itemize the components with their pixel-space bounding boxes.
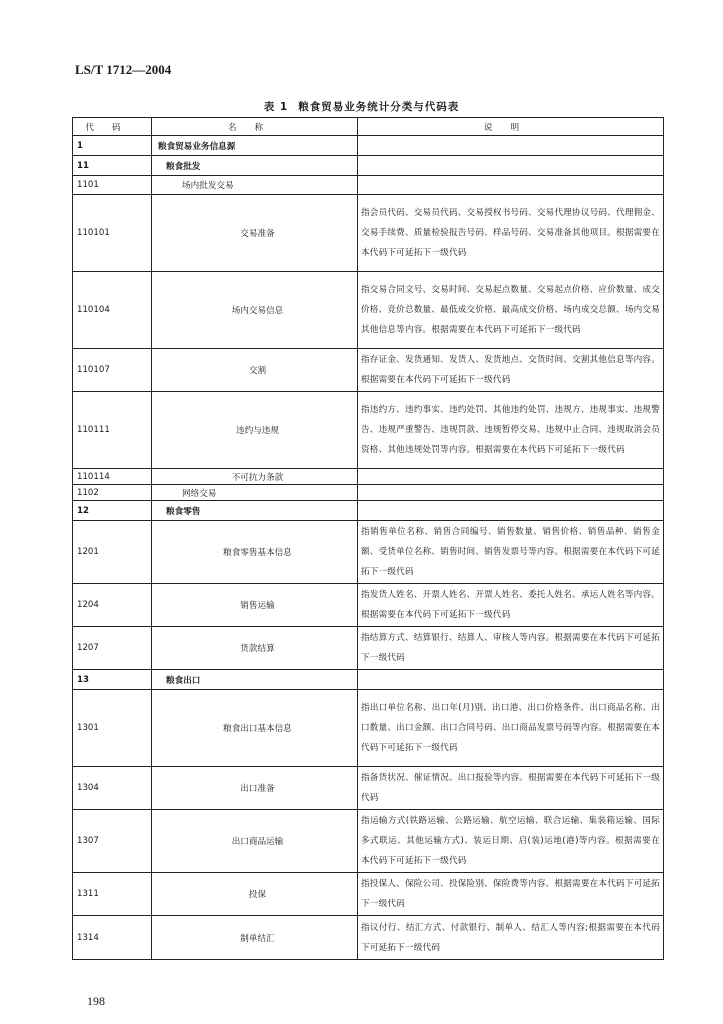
row-name-cell: 粮食批发 [152,156,358,176]
row-desc-cell [358,176,664,195]
row-desc-cell: 指备货状况、催证情况、出口报验等内容。根据需要在本代码下可延拓下一级代码 [358,767,664,810]
row-name-cell: 粮食出口 [152,670,358,690]
row-code-cell: 1204 [73,584,152,627]
row-code-cell: 13 [73,670,152,690]
row-code-cell: 1201 [73,521,152,584]
table-row [73,392,664,469]
table-row [73,627,664,670]
row-name-cell: 出口准备 [152,767,358,810]
table-row [73,873,664,916]
row-desc-cell [358,485,664,501]
row-desc-cell: 指议付行、结汇方式、付款银行、制单人、结汇人等内容;根据需要在本代码下可延拓下一级代码 [358,916,664,960]
row-name-cell: 不可抗力条款 [152,469,358,485]
table-row [73,136,664,156]
table-row [73,501,664,521]
row-code-cell: 1101 [73,176,152,195]
row-name-cell: 交割 [152,349,358,392]
standard-code: LS/T 1712—2004 [75,62,172,77]
table-row [73,272,664,349]
table-row [73,349,664,392]
table-row [73,916,664,960]
row-name-cell: 网络交易 [152,485,358,501]
row-code-cell: 1301 [73,690,152,767]
row-code-cell: 11 [73,156,152,176]
row-code-cell: 12 [73,501,152,521]
table-title [0,99,723,114]
row-code-cell: 1311 [73,873,152,916]
column-header-name: 名称 [152,118,358,136]
row-desc-cell [358,136,664,156]
row-name-cell: 违约与违规 [152,392,358,469]
column-header-desc: 说明 [358,118,664,136]
row-code-cell: 1314 [73,916,152,960]
table-header-row [73,118,664,136]
table-row [73,176,664,195]
row-code-cell: 110107 [73,349,152,392]
row-desc-cell [358,501,664,521]
row-desc-cell: 指销售单位名称、销售合同编号、销售数量、销售价格、销售品种、销售金额、受货单位名称、销售时间、销售发票号等内容。根据需要在本代码下可延拓下一级代码 [358,521,664,584]
row-name-cell: 粮食出口基本信息 [152,690,358,767]
table-title-text: 粮食贸易业务统计分类与代码表 [298,101,460,113]
table-row [73,521,664,584]
row-name-cell: 货款结算 [152,627,358,670]
row-desc-cell: 指运输方式(铁路运输、公路运输、航空运输、联合运输、集装箱运输、国际多式联运、其他运输方式)、装运日期、启(装)运地(港)等内容。根据需要在本代码下可延拓下一级代码 [358,810,664,873]
table-row [73,156,664,176]
row-code-cell: 110101 [73,195,152,272]
row-name-cell: 场内交易信息 [152,272,358,349]
row-code-cell: 110114 [73,469,152,485]
row-desc-cell: 指存证金、发货通知、发货人、发货地点、交货时间、交割其他信息等内容。根据需要在本代码下可延拓下一级代码 [358,349,664,392]
column-header-code: 代码 [73,118,152,136]
row-desc-cell: 指会员代码、交易员代码、交易授权书号码、交易代理协议号码、代理佣金、交易手续费、质量检验报告号码、样品号码、交易准备其他项目。根据需要在本代码下可延拓下一级代码 [358,195,664,272]
row-desc-cell: 指交易合同文号、交易时间、交易起点数量、交易起点价格、应价数量、成交价格、竞价总数量、最低成交价格、最高成交价格、场内成交总额、场内交易其他信息等内容。根据需要在本代码下可延拓下一级代码 [358,272,664,349]
row-desc-cell: 指投保人、保险公司、投保险别、保险费等内容。根据需要在本代码下可延拓下一级代码 [358,873,664,916]
row-desc-cell: 指出口单位名称、出口年(月)别、出口港、出口价格条件、出口商品名称、出口数量、出口金额、出口合同号码、出口商品发票号码等内容。根据需要在本代码下可延拓下一级代码 [358,690,664,767]
row-code-cell: 1102 [73,485,152,501]
row-code-cell: 1307 [73,810,152,873]
page-number: 198 [87,994,105,1008]
row-name-cell: 销售运输 [152,584,358,627]
table-body [73,136,664,960]
row-name-cell: 粮食贸易业务信息源 [152,136,358,156]
row-desc-cell [358,670,664,690]
row-name-cell: 粮食零售 [152,501,358,521]
table-row [73,690,664,767]
table-row [73,767,664,810]
row-code-cell: 110104 [73,272,152,349]
row-desc-cell [358,156,664,176]
table-row [73,195,664,272]
row-desc-cell: 指违约方、违约事实、违约处罚、其他违约处罚、违规方、违规事实、违规警告、违规严重警告、违规罚款、违规暂停交易、违规中止合同、违规取消会员资格、其他违规处罚等内容。根据需要在本代码下可延拓下一级代码 [358,392,664,469]
row-name-cell: 交易准备 [152,195,358,272]
table-row [73,670,664,690]
table-row [73,584,664,627]
table-row [73,485,664,501]
row-name-cell: 投保 [152,873,358,916]
table-row [73,469,664,485]
row-name-cell: 粮食零售基本信息 [152,521,358,584]
table-number: 表 1 [263,101,289,113]
row-name-cell: 场内批发交易 [152,176,358,195]
row-code-cell: 1207 [73,627,152,670]
table-row [73,810,664,873]
row-code-cell: 1304 [73,767,152,810]
row-desc-cell [358,469,664,485]
classification-table [72,117,664,960]
row-desc-cell: 指发货人姓名、开票人姓名、开票人姓名、委托人姓名、承运人姓名等内容。根据需要在本代码下可延拓下一级代码 [358,584,664,627]
row-name-cell: 制单结汇 [152,916,358,960]
row-desc-cell: 指结算方式、结算银行、结算人、审核人等内容。根据需要在本代码下可延拓下一级代码 [358,627,664,670]
row-name-cell: 出口商品运输 [152,810,358,873]
row-code-cell: 110111 [73,392,152,469]
row-code-cell: 1 [73,136,152,156]
